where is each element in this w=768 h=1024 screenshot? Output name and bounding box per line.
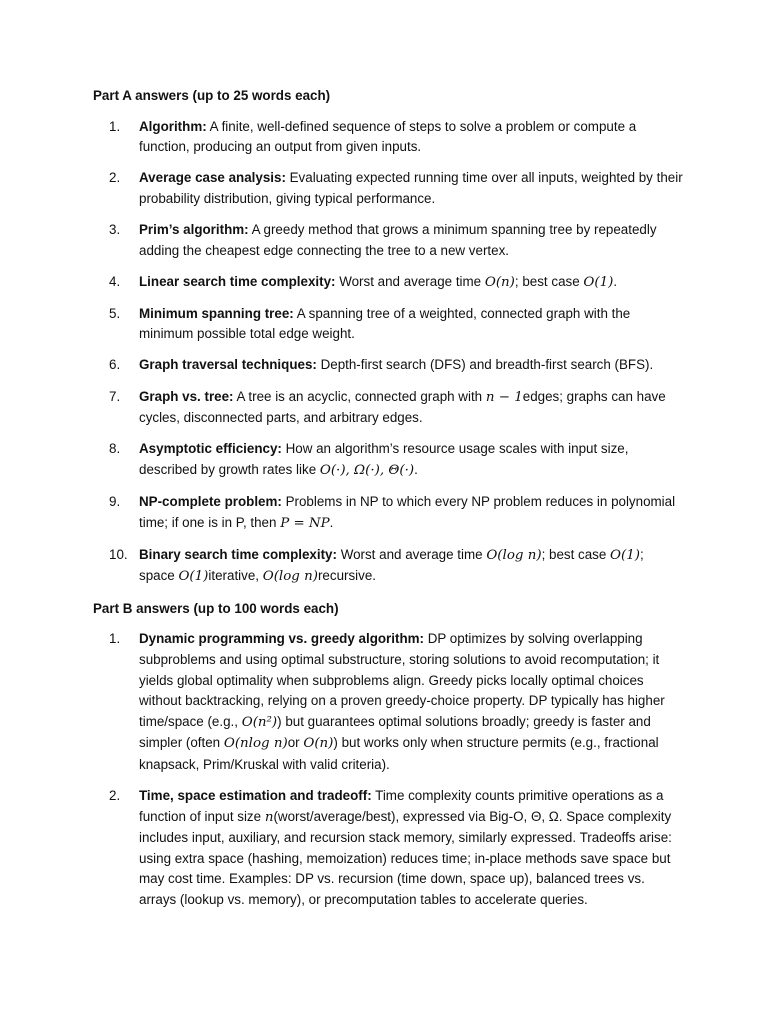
math-expression: O(log n) <box>486 547 542 563</box>
item-text: (worst/average/best), expressed via Big-O, Θ, Ω. Space complexity includes input, auxiliary, and recursion stack memory, similarly expressed. Tradeoffs arise: using extra space (hashing, memoization) reduces time; in-place methods save space but may cost time. Examples: DP vs. recursion (time down, space up), balanced trees vs. arrays (lookup vs. memory), or precomputation tables to accelerate queries. <box>139 808 672 907</box>
math-expression: O(·), Ω(·), Θ(·) <box>319 462 415 478</box>
item-text: A greedy method that grows a minimum spanning tree by repeatedly adding the cheapest edge connecting the tree to a new vertex. <box>139 221 657 258</box>
item-term: Binary search time complexity: <box>139 546 337 562</box>
math-expression: O(log n) <box>262 569 318 585</box>
math-expression: O(1) <box>610 547 640 563</box>
item-text: or <box>287 735 304 751</box>
math-expression: O(1) <box>178 569 209 585</box>
item-text: Time complexity counts primitive operations as a function of input size <box>139 788 664 824</box>
item-text: Evaluating expected running time over all inputs, weighted by their probability distribution, giving typical performance. <box>139 170 683 206</box>
item-number: 4. <box>109 273 121 289</box>
item-text: A spanning tree of a weighted, connected graph with the minimum possible total edge weight. <box>139 305 631 342</box>
item-number: 2. <box>109 788 121 804</box>
item-number: 8. <box>109 441 121 457</box>
part-a-heading: Part A answers (up to 25 words each) <box>93 88 331 103</box>
math-expression: O(n) <box>303 736 334 752</box>
item-number: 1. <box>109 118 121 134</box>
list-item <box>93 439 683 481</box>
list-item <box>93 545 683 588</box>
math-expression: n <box>264 809 274 825</box>
list-item <box>93 117 683 158</box>
item-text: How an algorithm’s resource usage scales with input size, described by growth rates like <box>139 441 629 477</box>
item-text: ) but works only when structure permits (e.g., fractional knapsack, Prim/Kruskal with valid criteria). <box>139 735 659 772</box>
part-b-heading: Part B answers (up to 100 words each) <box>93 600 339 616</box>
item-text: A finite, well-defined sequence of steps to solve a problem or compute a function, producing an output from given inputs. <box>139 118 637 155</box>
item-term: Prim’s algorithm: <box>139 221 249 237</box>
item-text: A tree is an acyclic, connected graph with <box>233 388 486 404</box>
math-expression: P = NP <box>280 515 330 531</box>
item-term: Asymptotic efficiency: <box>139 441 282 457</box>
item-number: 5. <box>109 305 121 321</box>
item-number: 6. <box>109 357 121 373</box>
list-item <box>93 355 683 376</box>
item-text: iterative, <box>208 568 263 584</box>
item-number: 3. <box>109 221 121 237</box>
list-item <box>93 220 683 261</box>
item-number: 2. <box>109 170 121 186</box>
list-item <box>93 168 683 209</box>
list-item <box>93 629 683 775</box>
item-term: Average case analysis: <box>139 170 286 186</box>
item-term: Graph traversal techniques: <box>139 357 317 373</box>
math-expression: O(n) <box>484 274 515 290</box>
item-text: Depth-first search (DFS) and breadth-first search (BFS). <box>316 357 654 373</box>
math-expression: O(nlog n) <box>223 736 288 752</box>
list-item <box>93 304 683 345</box>
item-text: recursive. <box>317 568 377 584</box>
item-term: Graph vs. tree: <box>139 388 234 404</box>
item-text: edges; graphs can have cycles, disconnected parts, and arbitrary edges. <box>139 388 666 426</box>
item-number: 10. <box>109 546 128 562</box>
item-text: . <box>613 273 618 289</box>
item-term: NP-complete problem: <box>139 493 282 509</box>
document-page <box>93 86 683 921</box>
item-term: Minimum spanning tree: <box>139 305 294 321</box>
math-expression: O(1) <box>583 274 614 290</box>
item-term: Dynamic programming vs. greedy algorithm: <box>139 631 424 647</box>
item-number: 9. <box>109 493 121 509</box>
list-item <box>93 387 683 429</box>
list-item <box>93 492 683 534</box>
item-text: . <box>414 461 418 477</box>
list-item <box>93 272 683 294</box>
item-number: 1. <box>109 631 121 647</box>
math-expression: O(n²) <box>241 714 278 730</box>
list-item <box>93 786 683 911</box>
item-term: Time, space estimation and tradeoff: <box>139 788 372 804</box>
item-text: ; best case <box>541 546 611 562</box>
item-number: 7. <box>109 388 121 404</box>
item-term: Algorithm: <box>139 118 207 134</box>
item-text: Worst and average time <box>335 273 485 289</box>
item-text: Problems in NP to which every NP problem reduces in polynomial time; if one is in P, then <box>139 493 676 530</box>
item-text: ) but guarantees optimal solutions broadly; greedy is faster and simpler (often <box>139 713 651 751</box>
part-a-list <box>93 117 683 588</box>
item-text: Worst and average time <box>336 546 487 562</box>
math-expression: n − 1 <box>485 389 523 405</box>
item-text: ; space <box>139 546 644 584</box>
part-b-list <box>93 629 683 910</box>
item-text: ; best case <box>514 273 584 289</box>
item-text: DP optimizes by solving overlapping subproblems and using optimal substructure, storing solutions to avoid recomputation; it yields global optimality when subproblems align. Greedy picks locally optimal choices without backtracking, relying on a proven greedy-choice property. DP typically has higher time/space (e.g., <box>139 631 665 729</box>
item-text: . <box>329 514 334 530</box>
item-term: Linear search time complexity: <box>139 273 336 289</box>
